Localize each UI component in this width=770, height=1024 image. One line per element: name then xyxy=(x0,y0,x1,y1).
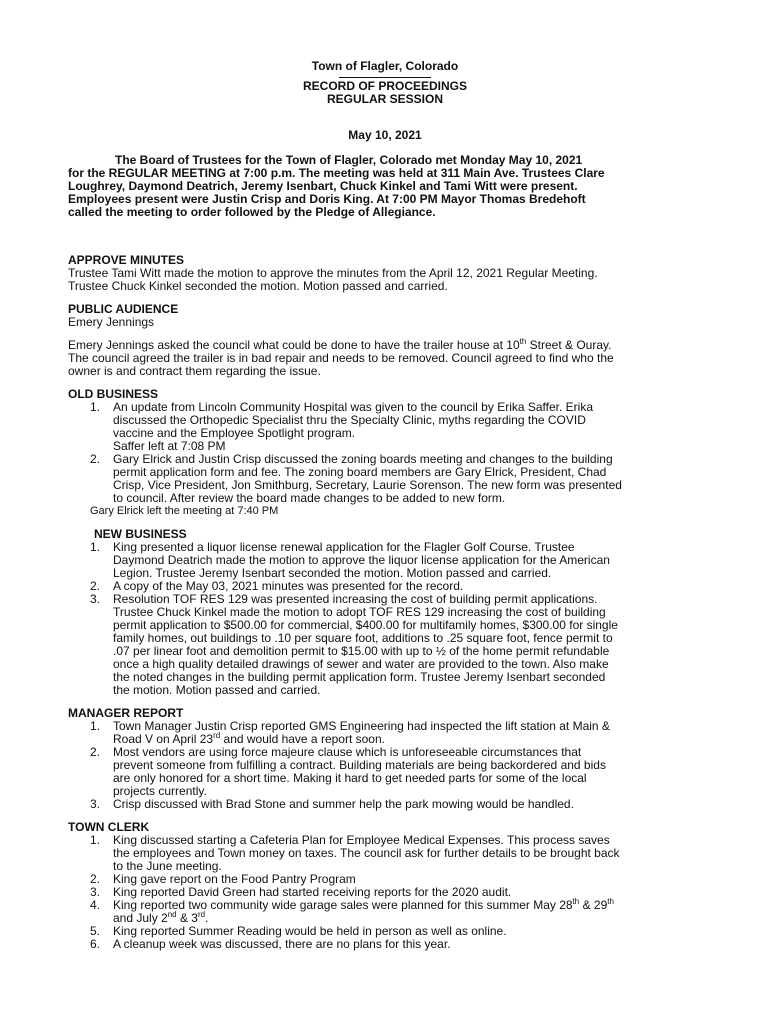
section-heading: APPROVE MINUTES xyxy=(68,253,185,267)
approve-minutes-section xyxy=(68,254,702,293)
list-item: 2. A copy of the May 03, 2021 minutes was presented for the record. xyxy=(90,579,464,593)
list-item: 1. Town Manager Justin Crisp reported GMS Engineering had inspected the lift station at Main & Road V on April 23rd and would have a report soon. xyxy=(90,719,610,746)
title-underline xyxy=(339,77,431,78)
record-heading: RECORD OF PROCEEDINGS xyxy=(302,79,467,93)
list-item: 5. King reported Summer Reading would be held in person as well as online. xyxy=(90,924,507,938)
new-business-list xyxy=(68,541,702,697)
section-heading: PUBLIC AUDIENCE xyxy=(68,302,179,316)
opening-line: Loughrey, Daymond Deatrich, Jeremy Isenbart, Chuck Kinkel and Tami Witt were present. xyxy=(68,179,578,193)
meeting-date: May 10, 2021 xyxy=(348,128,422,142)
town-clerk-section xyxy=(68,821,702,951)
list-item: 1. King presented a liquor license renewal application for the Flagler Golf Course. Trustee Daymond Deatrich made the motion to approve the liquor license application for the American Legion. Trustee Jeremy Isenbart seconded the motion. Motion passed and carried. xyxy=(90,540,610,580)
section-heading: MANAGER REPORT xyxy=(68,706,184,720)
session-heading: REGULAR SESSION xyxy=(326,92,443,106)
paragraph-line: owner is and contract them regarding the issue. xyxy=(68,364,321,378)
old-business-list xyxy=(68,401,702,505)
old-business-section xyxy=(68,388,702,518)
list-item: 2. Most vendors are using force majeure clause which is unforeseeable circumstances that prevent someone from fulfilling a contract. Building materials are being backordered and bids are only honored for a short time. Making it hard to get needed parts for some of the local projects currently. xyxy=(90,745,606,798)
list-item: 2. King gave report on the Food Pantry Program xyxy=(90,872,356,886)
opening-line: Employees present were Justin Crisp and Doris King. At 7:00 PM Mayor Thomas Bredehoft xyxy=(68,192,586,206)
list-item: 3. Crisp discussed with Brad Stone and summer help the park mowing would be handled. xyxy=(90,797,574,811)
list-item: 3. King reported David Green had started receiving reports for the 2020 audit. xyxy=(90,885,512,899)
paragraph-line: Trustee Chuck Kinkel seconded the motion. Motion passed and carried. xyxy=(68,279,448,293)
list-item: 2. Gary Elrick and Justin Crisp discussed the zoning boards meeting and changes to the building permit application form and fee. The zoning board members are Gary Elrick, President, Chad Crisp, Vice President, Jon Smithburg, Secretary, Laurie Sorenson. The new form was presented to council. After review the board made changes to be added to new form. xyxy=(90,452,622,505)
public-audience-section xyxy=(68,303,702,378)
document-title: Town of Flagler, Colorado xyxy=(311,59,459,73)
list-item: 4. King reported two community wide garage sales were planned for this summer May 28th & 29th and July 2nd & 3rd. xyxy=(90,897,614,925)
list-item: 6. A cleanup week was discussed, there are no plans for this year. xyxy=(90,937,451,951)
paragraph-line: Trustee Tami Witt made the motion to approve the minutes from the April 12, 2021 Regular Meeting. xyxy=(68,266,598,280)
section-heading: NEW BUSINESS xyxy=(94,527,187,541)
new-business-section xyxy=(68,528,702,697)
paragraph-line: Emery Jennings asked the council what could be done to have the trailer house at 10th Street & Ouray. xyxy=(68,337,612,352)
opening-line: for the REGULAR MEETING at 7:00 p.m. The meeting was held at 311 Main Ave. Trustees Clare xyxy=(68,166,605,180)
paragraph-line: The council agreed the trailer is in bad repair and needs to be removed. Council agreed to find who the xyxy=(68,351,614,365)
town-clerk-list xyxy=(68,834,702,951)
manager-report-list xyxy=(68,720,702,811)
opening-line: called the meeting to order followed by the Pledge of Allegiance. xyxy=(68,205,436,219)
opening-line: The Board of Trustees for the Town of Flagler, Colorado met Monday May 10, 2021 xyxy=(115,153,583,167)
section-heading: OLD BUSINESS xyxy=(68,387,159,401)
list-item: 1. King discussed starting a Cafeteria Plan for Employee Medical Expenses. This process saves the employees and Town money on taxes. The council ask for further details to be brought back to the June meeting. xyxy=(90,833,620,873)
manager-report-section xyxy=(68,707,702,811)
list-item: 3. Resolution TOF RES 129 was presented increasing the cost of building permit applications. Trustee Chuck Kinkel made the motion to adopt TOF RES 129 increasing the cost of building permit application to $500.00 for commercial, $400.00 for multifamily homes, $300.00 for single family homes, out buildings to .10 per square foot, additions to .25 square foot, fence permit to .07 per linear foot and demolition permit to $15.00 with up to ½ of the home permit refundable once a high quality detailed drawings of sewer and water are provided to the town. Also make the noted changes in the building permit application form. Trustee Jeremy Isenbart seconded the motion. Motion passed and carried. xyxy=(90,592,618,697)
attendee-name: Emery Jennings xyxy=(68,315,155,329)
departure-note: Gary Elrick left the meeting at 7:40 PM xyxy=(90,505,279,517)
section-heading: TOWN CLERK xyxy=(68,820,150,834)
opening-paragraph xyxy=(68,154,702,219)
list-item: 1. An update from Lincoln Community Hospital was given to the council by Erika Saffer. Erika discussed the Orthopedic Specialist thru the Specialty Clinic, myths regarding the COVID vaccine and the Employee Spotlight program. Saffer left at 7:08 PM xyxy=(90,400,594,453)
